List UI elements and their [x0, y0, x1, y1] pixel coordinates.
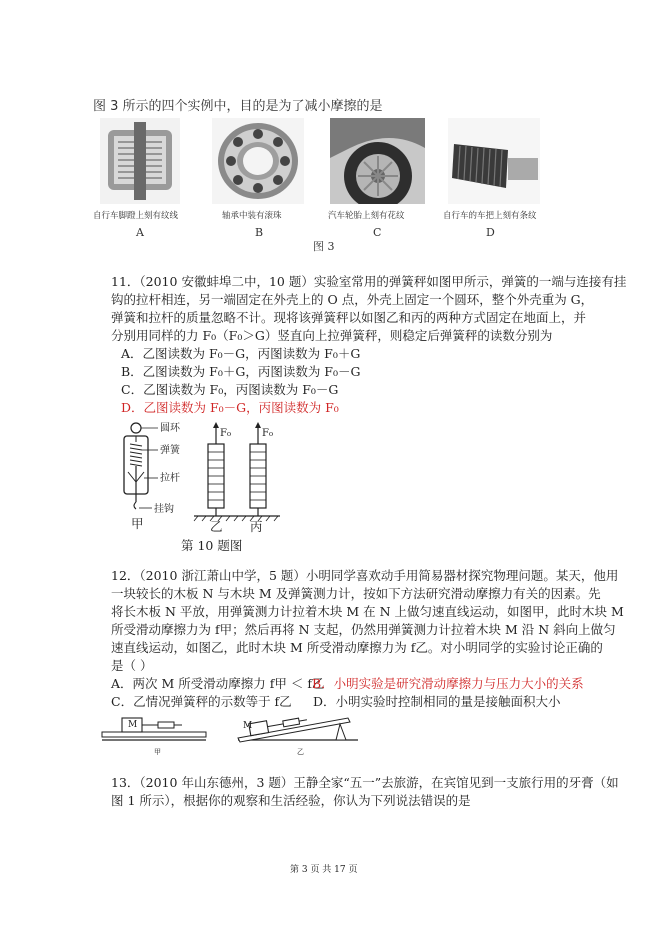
pedal-photo [100, 118, 180, 204]
q11-option-c: C．乙图读数为 F₀，丙图读数为 F₀－G [121, 382, 339, 397]
q13-line-2: 图 1 所示），根据你的观察和生活经验，你认为下列说法错误的是 [111, 793, 471, 808]
q12-line-3: 将长木板 N 平放，用弹簧测力计拉着木块 M 在 N 上做匀速直线运动，如图甲，此时木块 M [111, 604, 624, 619]
caption-b: 轴承中装有滚珠 [222, 211, 282, 221]
q11-option-b: B．乙图读数为 F₀＋G，丙图读数为 F₀－G [121, 364, 361, 379]
q12-line-2: 一块较长的木板 N 与木块 M 及弹簧测力计，按如下方法研究滑动摩擦力有关的因素。先 [111, 586, 601, 601]
bearing-photo [212, 118, 304, 204]
fig3-question: 图 3 所示的四个实例中，目的是为了减小摩擦的是 [93, 99, 383, 114]
letter-a: A [136, 226, 144, 239]
handlebar-photo [448, 118, 540, 204]
q11-line-2: 钩的拉杆相连，另一端固定在外壳上的 O 点，外壳上固定一个圆环，整个外壳重为 G， [111, 292, 594, 307]
letter-c: C [373, 226, 382, 239]
q12-line-1: 12．（2010 浙江萧山中学，5 题）小明同学喜欢动手用简易器材探究物理问题。某天，他用 [111, 568, 619, 583]
q11-line-4: 分别用同样的力 F₀（F₀＞G）竖直向上拉弹簧秤，则稳定后弹簧秤的读数分别为 [111, 328, 553, 343]
label-force-bing: F₀ [262, 428, 273, 439]
q12-line-6: 是（ ） [111, 658, 153, 673]
label-jia-12: 甲 [154, 748, 161, 756]
q11-option-a: A．乙图读数为 F₀－G，丙图读数为 F₀＋G [121, 346, 361, 361]
label-yi: 乙 [210, 519, 223, 534]
letter-d: D [486, 226, 495, 239]
label-rod: 拉杆 [160, 473, 180, 484]
caption-d: 自行车的车把上刻有条纹 [443, 211, 537, 221]
q12-option-c: C．乙情况弹簧秤的示数等于 f乙 [111, 694, 292, 709]
caption-a: 自行车脚蹬上刻有纹线 [93, 211, 179, 221]
q12-line-5: 速直线运动，如图乙，此时木块 M 所受滑动摩擦力为 f乙。对小明同学的实验讨论正确的 [111, 640, 603, 655]
fig3-label: 图 3 [313, 240, 335, 253]
q11-line-3: 弹簧和拉杆的质量忽略不计。现将该弹簧秤以如图乙和丙的两种方式固定在地面上，并 [111, 310, 587, 325]
tire-photo [330, 118, 425, 204]
label-spring: 弹簧 [160, 445, 180, 456]
caption-c: 汽车轮胎上刻有花纹 [328, 211, 405, 221]
label-yi-12: 乙 [297, 748, 304, 756]
label-hook: 挂钩 [154, 504, 174, 515]
label-block-m-jia: M [128, 720, 138, 730]
q13-line-1: 13．（2010 年山东德州，3 题）王静全家“五一”去旅游，在宾馆见到一支旅行用的牙膏（如 [111, 775, 619, 790]
q12-option-d: D．小明实验时控制相同的量是接触面积大小 [313, 694, 561, 709]
q12-option-b-answer: B．小明实验是研究滑动摩擦力与压力大小的关系 [312, 676, 584, 691]
q11-option-d-answer: D．乙图读数为 F₀－G，丙图读数为 F₀ [121, 400, 339, 415]
q12-option-a: A．两次 M 所受滑动摩擦力 f甲 ＜ f乙 [111, 676, 325, 691]
page-footer: 第 3 页 共 17 页 [290, 865, 358, 875]
q11-line-1: 11．（2010 安徽蚌埠二中，10 题）实验室常用的弹簧秤如图甲所示，弹簧的一端与连接有挂 [111, 274, 627, 289]
q12-line-4: 所受滑动摩擦力为 f甲；然后再将 N 支起，仍然用弹簧测力计拉着木块 M 沿 N 斜向上做匀 [111, 622, 616, 637]
label-jia: 甲 [131, 516, 144, 531]
label-force-yi: F₀ [220, 428, 231, 439]
friction-figure [100, 710, 360, 758]
q11-figure-caption: 第 10 题图 [181, 538, 243, 553]
label-bing: 丙 [250, 519, 263, 534]
letter-b: B [255, 226, 264, 239]
label-ring: 圆环 [160, 423, 180, 434]
label-block-m-yi: M [243, 721, 253, 731]
